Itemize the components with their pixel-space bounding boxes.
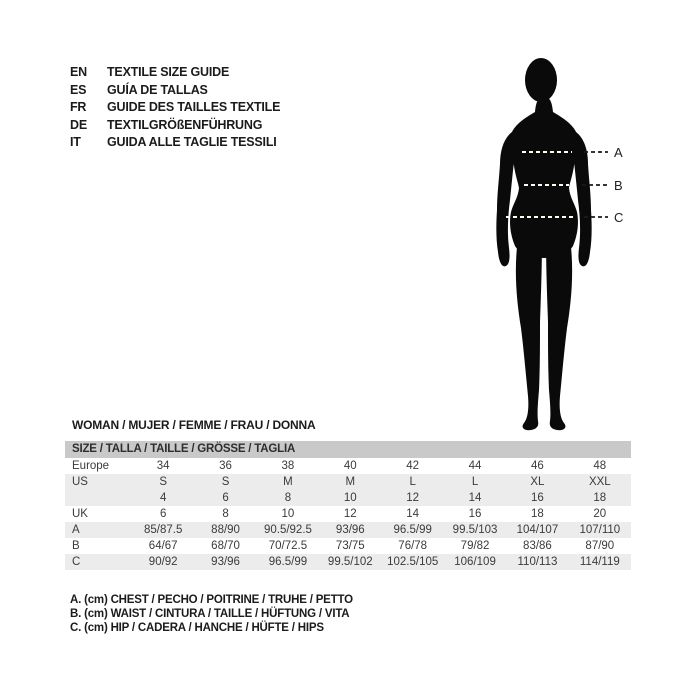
size-cell: L bbox=[471, 476, 479, 488]
size-cell: 64/67 bbox=[148, 540, 178, 552]
lang-code: EN bbox=[70, 65, 87, 79]
size-cell: 42 bbox=[406, 460, 420, 472]
size-cell: 46 bbox=[531, 460, 544, 472]
row-label bbox=[65, 490, 132, 506]
size-cell: 110/113 bbox=[517, 556, 558, 568]
size-cell: 4 bbox=[159, 492, 167, 504]
size-cell: 85/87.5 bbox=[144, 524, 183, 536]
lang-label: GUIDE DES TAILLES TEXTILE bbox=[107, 100, 281, 114]
size-cell: 104/107 bbox=[516, 524, 559, 536]
legend-line-chest: A. (cm) CHEST / PECHO / POITRINE / TRUHE / PETTO bbox=[70, 594, 353, 606]
legend-line-waist: B. (cm) WAIST / CINTURA / TAILLE / HÜFTUNG / VITA bbox=[70, 607, 350, 620]
size-cell: 87/90 bbox=[585, 540, 615, 552]
size-cell: 79/82 bbox=[460, 540, 490, 552]
size-table-header: SIZE / TALLA / TAILLE / GRÖSSE / TAGLIA bbox=[65, 441, 631, 458]
size-cell: 44 bbox=[468, 460, 482, 472]
lang-row-it bbox=[70, 134, 280, 152]
table-row-waist bbox=[65, 538, 631, 554]
size-cell: 114/119 bbox=[579, 556, 620, 568]
size-cell: L bbox=[409, 476, 416, 488]
size-cell: 20 bbox=[593, 508, 607, 520]
size-cell: 107/110 bbox=[579, 524, 621, 536]
size-cell: S bbox=[221, 476, 230, 488]
row-label: B bbox=[72, 540, 80, 552]
row-values bbox=[132, 474, 631, 490]
size-cell: S bbox=[159, 476, 168, 488]
size-cell: XXL bbox=[588, 476, 611, 488]
size-cell: 8 bbox=[222, 508, 229, 520]
size-cell: 102.5/105 bbox=[387, 556, 439, 568]
size-cell: 12 bbox=[343, 508, 357, 520]
table-row-europe bbox=[65, 458, 631, 474]
size-cell: 48 bbox=[593, 460, 607, 472]
gender-heading: WOMAN / MUJER / FEMME / FRAU / DONNA bbox=[72, 418, 316, 432]
lang-row-en bbox=[70, 64, 280, 82]
measure-label-c: C bbox=[614, 210, 624, 225]
lang-row-fr bbox=[70, 99, 280, 117]
row-values bbox=[132, 506, 631, 522]
size-cell: 16 bbox=[468, 508, 482, 520]
table-row-uk bbox=[65, 506, 631, 522]
size-cell: 73/75 bbox=[335, 540, 365, 552]
size-cell: XL bbox=[530, 476, 545, 488]
size-cell: 10 bbox=[281, 508, 295, 520]
size-table bbox=[65, 441, 631, 570]
size-cell: 83/86 bbox=[523, 540, 552, 552]
table-row-chest bbox=[65, 522, 631, 538]
lang-code: IT bbox=[70, 135, 81, 149]
table-row-hip bbox=[65, 554, 631, 570]
size-cell: 70/72.5 bbox=[268, 540, 308, 552]
size-cell: 16 bbox=[531, 492, 544, 504]
size-cell: 6 bbox=[222, 492, 229, 504]
size-cell: 8 bbox=[284, 492, 292, 504]
size-cell: M bbox=[283, 476, 293, 488]
size-cell: 88/90 bbox=[211, 524, 240, 536]
lang-row-es bbox=[70, 82, 280, 100]
size-cell: 90/92 bbox=[148, 556, 178, 568]
size-cell: 99.5/103 bbox=[452, 524, 498, 536]
woman-silhouette bbox=[496, 58, 591, 430]
size-cell: 93/96 bbox=[211, 556, 240, 568]
row-values bbox=[132, 458, 631, 474]
lang-code: FR bbox=[70, 100, 87, 114]
language-guide-list bbox=[70, 64, 280, 152]
lang-label: TEXTILGRÖßENFÜHRUNG bbox=[107, 117, 263, 132]
row-label: A bbox=[72, 524, 80, 536]
measure-label-b: B bbox=[614, 178, 623, 193]
size-cell: 93/96 bbox=[335, 524, 365, 536]
table-row-us bbox=[65, 474, 631, 490]
size-cell: 90.5/92.5 bbox=[263, 524, 312, 536]
size-cell: 34 bbox=[156, 460, 170, 472]
measure-label-a: A bbox=[614, 145, 623, 160]
row-label: US bbox=[72, 476, 88, 488]
size-cell: 106/109 bbox=[454, 556, 496, 568]
row-values bbox=[132, 490, 631, 506]
lang-label: GUIDA ALLE TAGLIE TESSILI bbox=[107, 135, 277, 149]
size-cell: 14 bbox=[406, 508, 420, 520]
row-values bbox=[132, 538, 631, 554]
size-cell: 68/70 bbox=[211, 540, 240, 552]
size-cell: 38 bbox=[281, 460, 295, 472]
size-cell: 76/78 bbox=[398, 540, 428, 552]
row-values bbox=[132, 522, 631, 538]
size-cell: M bbox=[345, 476, 356, 488]
size-cell: 36 bbox=[219, 460, 232, 472]
row-values bbox=[132, 554, 631, 570]
row-label: C bbox=[72, 556, 81, 568]
size-cell: 18 bbox=[531, 508, 544, 520]
size-cell: 96.5/99 bbox=[393, 524, 432, 536]
lang-code: DE bbox=[70, 117, 87, 132]
woman-silhouette-figure bbox=[460, 40, 670, 440]
table-row-us-numeric bbox=[65, 490, 631, 506]
lang-code: ES bbox=[70, 82, 87, 97]
measurement-legend bbox=[70, 594, 353, 635]
size-cell: 18 bbox=[593, 492, 607, 504]
size-cell: 40 bbox=[343, 460, 357, 472]
size-cell: 10 bbox=[343, 492, 357, 504]
size-cell: 6 bbox=[159, 508, 167, 520]
legend-line-hip: C. (cm) HIP / CADERA / HANCHE / HÜFTE / HIPS bbox=[70, 621, 324, 634]
lang-label: GUÍA DE TALLAS bbox=[107, 82, 208, 97]
size-cell: 14 bbox=[468, 492, 482, 504]
size-cell: 99.5/102 bbox=[327, 556, 373, 568]
row-label: UK bbox=[72, 508, 88, 520]
size-cell: 96.5/99 bbox=[268, 556, 308, 568]
lang-row-de bbox=[70, 117, 280, 135]
lang-label: TEXTILE SIZE GUIDE bbox=[107, 65, 230, 79]
size-cell: 12 bbox=[406, 492, 420, 504]
row-label: Europe bbox=[72, 460, 110, 472]
